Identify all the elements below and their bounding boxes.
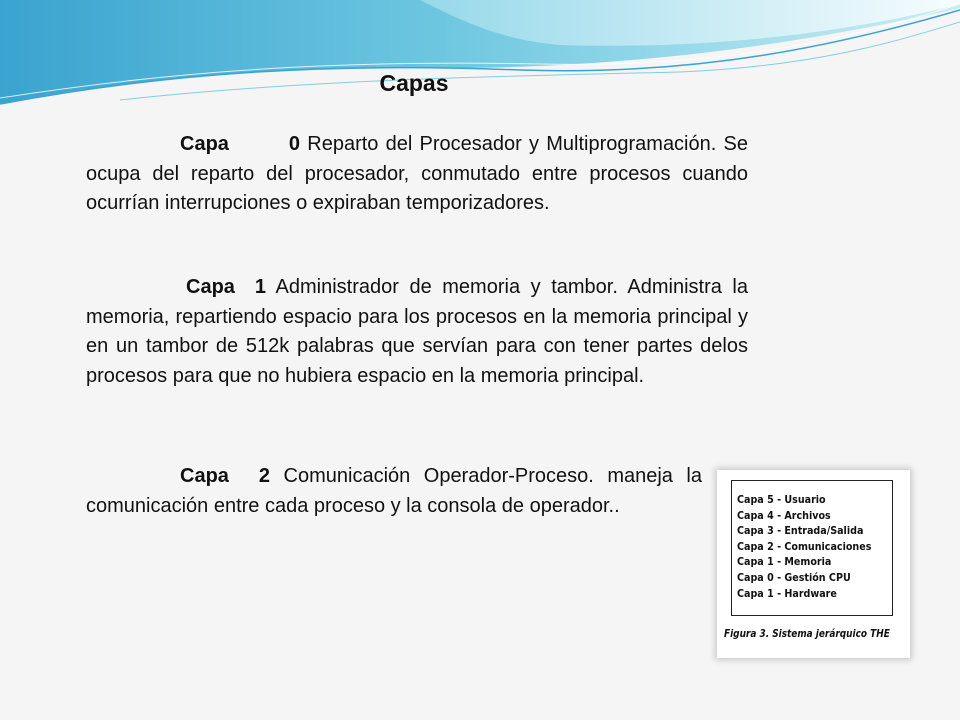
capa-2-text: Comunicación Operador-Proceso. maneja la comunicación entre cada proceso y la consola de operador.. — [86, 465, 702, 517]
capa-0-heading-number: 0 — [288, 133, 301, 155]
capa-0-text: Reparto del Procesador y Multiprogramación. Se ocupa del reparto del procesador, conmutado entre procesos cuando ocurrían interrupciones o expiraban temporizadores. — [86, 133, 748, 214]
figure-caption: Figura 3. Sistema jerárquico THE — [724, 628, 890, 640]
capa-1-heading-word: Capa — [186, 276, 235, 298]
paragraph-capa-0 — [86, 130, 748, 219]
paragraph-capa-2 — [86, 462, 702, 521]
capa-0-heading-word: Capa — [180, 133, 229, 155]
layer-line: Capa 5 - Usuario — [737, 494, 826, 506]
layer-line: Capa 1 - Hardware — [737, 587, 837, 600]
capa-1-heading-number: 1 — [254, 276, 267, 298]
layer-line: Capa 3 - Entrada/Salida — [737, 525, 864, 538]
page-title: Capas — [379, 70, 449, 96]
capa-1-text: Administrador de memoria y tambor. Administra la memoria, repartiendo espacio para los procesos en la memoria principal y en un tambor de 512k palabras que servían para con tener partes delos procesos para que no hubiera espacio en la memoria principal. — [86, 276, 748, 387]
header-wave-decoration — [0, 0, 960, 120]
layer-line: Capa 1 - Memoria — [737, 556, 832, 569]
paragraph-capa-1 — [86, 273, 748, 391]
capa-2-heading-number: 2 — [258, 465, 271, 487]
layer-line: Capa 4 - Archivos — [737, 509, 831, 522]
layer-line: Capa 0 - Gestión CPU — [737, 571, 851, 584]
capa-2-heading-word: Capa — [180, 465, 229, 487]
the-hierarchy-figure — [717, 470, 910, 658]
layer-list-box — [731, 480, 893, 616]
layer-line: Capa 2 - Comunicaciones — [737, 540, 872, 553]
